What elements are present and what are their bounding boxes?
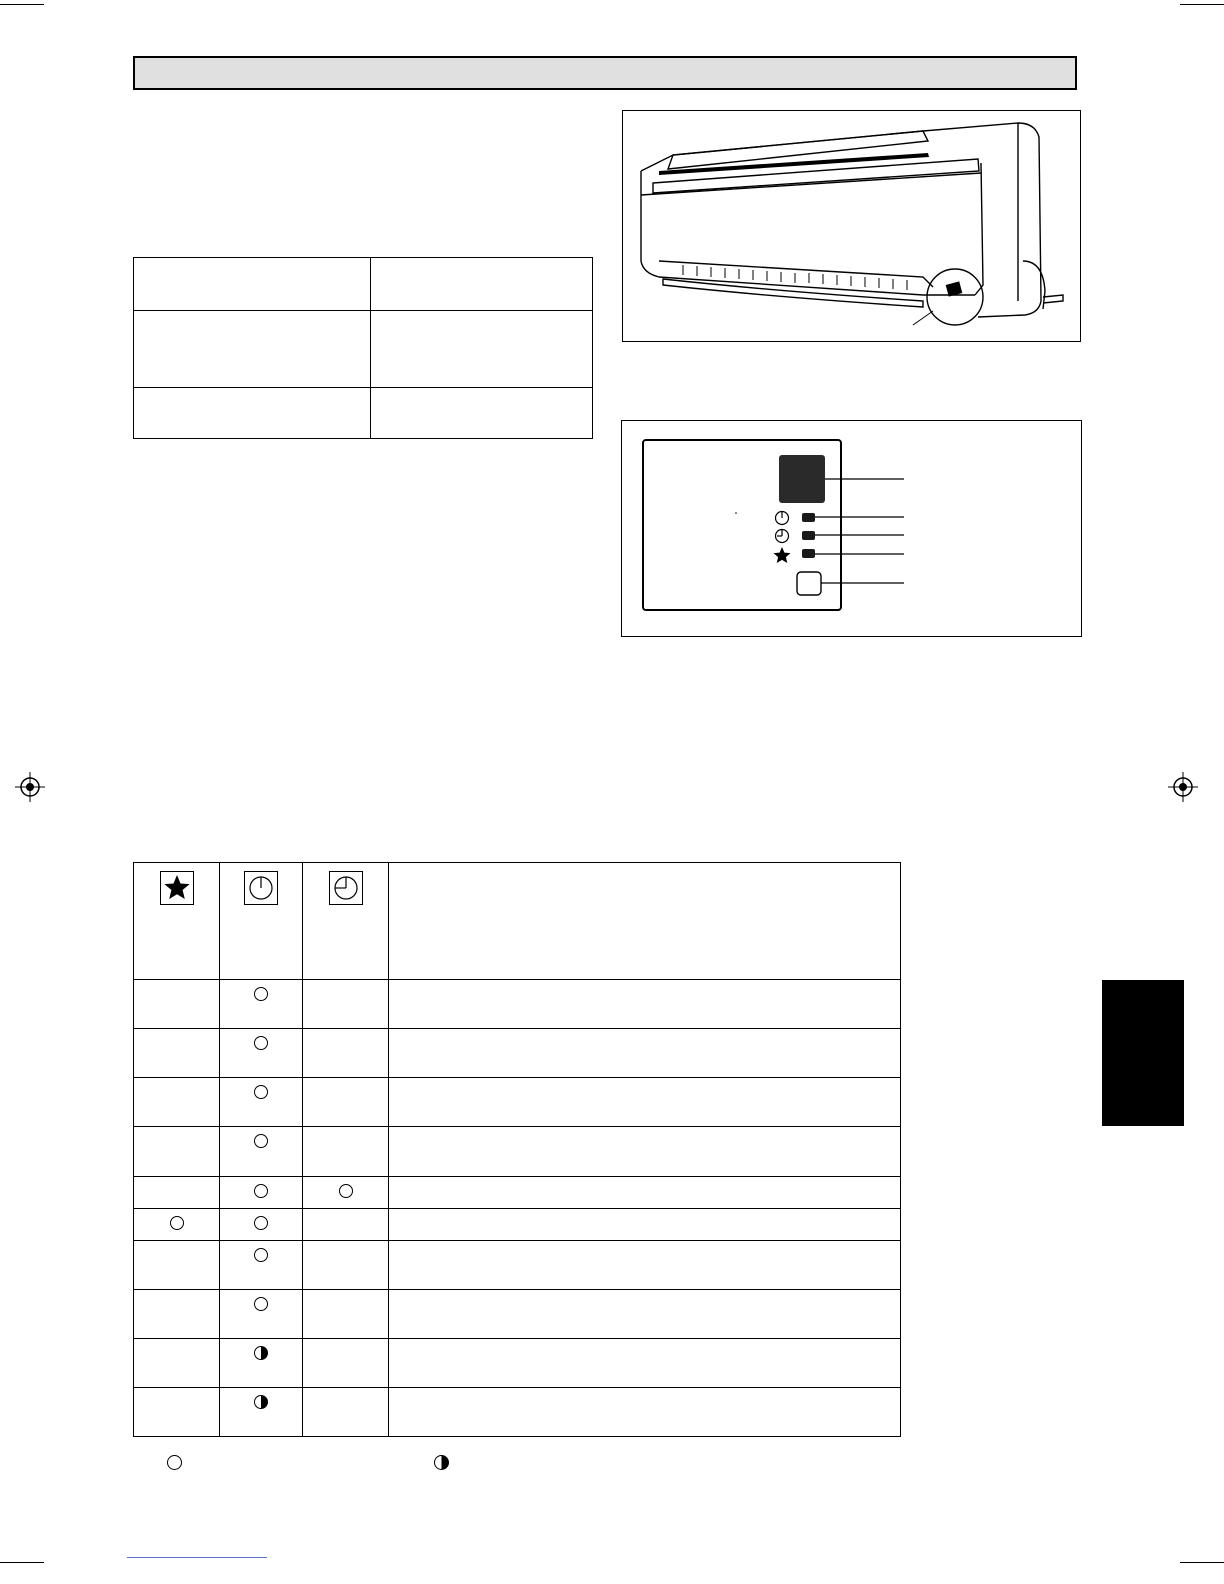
indicator-row bbox=[134, 980, 901, 1029]
spec-row bbox=[134, 388, 593, 439]
crop-mark-top-left bbox=[0, 4, 44, 5]
star-state-cell bbox=[134, 1339, 220, 1388]
spec-label bbox=[134, 388, 371, 439]
air-conditioner-unit-icon bbox=[623, 111, 1080, 341]
star-icon bbox=[160, 871, 194, 905]
power-state-cell bbox=[220, 1029, 303, 1078]
indicator-row bbox=[134, 1209, 901, 1241]
star-state-cell bbox=[134, 1290, 220, 1339]
row-description bbox=[389, 1029, 901, 1078]
spec-label bbox=[134, 258, 371, 311]
power-state-cell bbox=[220, 1339, 303, 1388]
power-state-cell bbox=[220, 1290, 303, 1339]
row-description bbox=[389, 980, 901, 1029]
indicator-row bbox=[134, 1290, 901, 1339]
row-description bbox=[389, 1209, 901, 1241]
timer-state-cell bbox=[303, 1290, 389, 1339]
row-description bbox=[389, 1339, 901, 1388]
timer-state-cell bbox=[303, 1029, 389, 1078]
timer-state-cell bbox=[303, 1127, 389, 1177]
indoor-unit-figure bbox=[622, 110, 1081, 342]
ring-icon bbox=[254, 1184, 268, 1198]
power-state-cell bbox=[220, 1241, 303, 1290]
indicator-row bbox=[134, 1388, 901, 1437]
registration-mark-right-icon bbox=[1166, 770, 1200, 804]
power-state-cell bbox=[220, 980, 303, 1029]
indicator-row bbox=[134, 1339, 901, 1388]
timer-lamp bbox=[802, 531, 815, 540]
half-circle-icon bbox=[254, 1395, 268, 1409]
ring-icon bbox=[254, 1036, 268, 1050]
star-lamp bbox=[802, 549, 815, 558]
star-state-cell bbox=[134, 1241, 220, 1290]
timer-state-cell bbox=[303, 1388, 389, 1437]
power-state-cell bbox=[220, 1388, 303, 1437]
timer-state-cell bbox=[303, 980, 389, 1029]
ring-icon bbox=[254, 1216, 268, 1230]
star-state-cell bbox=[134, 980, 220, 1029]
star-state-cell bbox=[134, 1127, 220, 1177]
timer-state-cell bbox=[303, 1241, 389, 1290]
power-state-cell bbox=[220, 1127, 303, 1177]
spec-row bbox=[134, 311, 593, 388]
ring-icon bbox=[254, 987, 268, 1001]
manual-button bbox=[797, 572, 821, 595]
ring-icon bbox=[339, 1184, 353, 1198]
timer-state-cell bbox=[303, 1339, 389, 1388]
ring-icon bbox=[254, 1085, 268, 1099]
row-description bbox=[389, 1290, 901, 1339]
spec-value bbox=[371, 388, 593, 439]
indicator-row bbox=[134, 1241, 901, 1290]
legend-on-ring-icon bbox=[167, 1455, 182, 1470]
header-power-cell bbox=[220, 863, 303, 980]
power-state-cell bbox=[220, 1177, 303, 1209]
crop-mark-bottom-right bbox=[1180, 1562, 1224, 1563]
ring-icon bbox=[254, 1248, 268, 1262]
spec-label bbox=[134, 311, 371, 388]
indicator-row bbox=[134, 1177, 901, 1209]
indicator-row bbox=[134, 1029, 901, 1078]
timer-icon bbox=[776, 530, 789, 543]
section-tab-marker bbox=[1102, 980, 1184, 1126]
star-state-cell bbox=[134, 1029, 220, 1078]
star-state-cell bbox=[134, 1177, 220, 1209]
power-state-cell bbox=[220, 1078, 303, 1127]
row-description bbox=[389, 1127, 901, 1177]
section-header-bar bbox=[133, 56, 1077, 90]
ring-icon bbox=[254, 1134, 268, 1148]
control-panel-figure bbox=[621, 420, 1082, 637]
row-description bbox=[389, 1241, 901, 1290]
star-icon bbox=[774, 547, 791, 563]
footer-link[interactable] bbox=[127, 1557, 267, 1558]
receiver-window bbox=[779, 455, 825, 503]
star-state-cell bbox=[134, 1078, 220, 1127]
indicator-table-header bbox=[134, 863, 901, 980]
legend-blink-half-circle-icon bbox=[434, 1455, 449, 1470]
timer-state-cell bbox=[303, 1177, 389, 1209]
power-icon bbox=[776, 512, 789, 525]
ring-icon bbox=[170, 1216, 184, 1230]
timer-state-cell bbox=[303, 1209, 389, 1241]
half-circle-icon bbox=[254, 1346, 268, 1360]
header-description-cell bbox=[389, 863, 901, 980]
indicator-row bbox=[134, 1078, 901, 1127]
registration-mark-left-icon bbox=[13, 770, 47, 804]
crop-mark-top-right bbox=[1180, 4, 1224, 5]
star-state-cell bbox=[134, 1209, 220, 1241]
timer-state-cell bbox=[303, 1078, 389, 1127]
spec-value bbox=[371, 311, 593, 388]
row-description bbox=[389, 1177, 901, 1209]
power-icon bbox=[244, 871, 278, 905]
timer-icon bbox=[329, 871, 363, 905]
power-lamp bbox=[802, 513, 815, 522]
indicator-table bbox=[133, 862, 901, 1437]
control-panel-diagram bbox=[622, 421, 1081, 636]
spec-row bbox=[134, 258, 593, 311]
ring-icon bbox=[254, 1297, 268, 1311]
row-description bbox=[389, 1388, 901, 1437]
spec-table bbox=[133, 257, 593, 439]
header-star-cell bbox=[134, 863, 220, 980]
row-description bbox=[389, 1078, 901, 1127]
power-state-cell bbox=[220, 1209, 303, 1241]
spec-value bbox=[371, 258, 593, 311]
header-timer-cell bbox=[303, 863, 389, 980]
crop-mark-bottom-left bbox=[0, 1562, 44, 1563]
star-state-cell bbox=[134, 1388, 220, 1437]
indicator-row bbox=[134, 1127, 901, 1177]
